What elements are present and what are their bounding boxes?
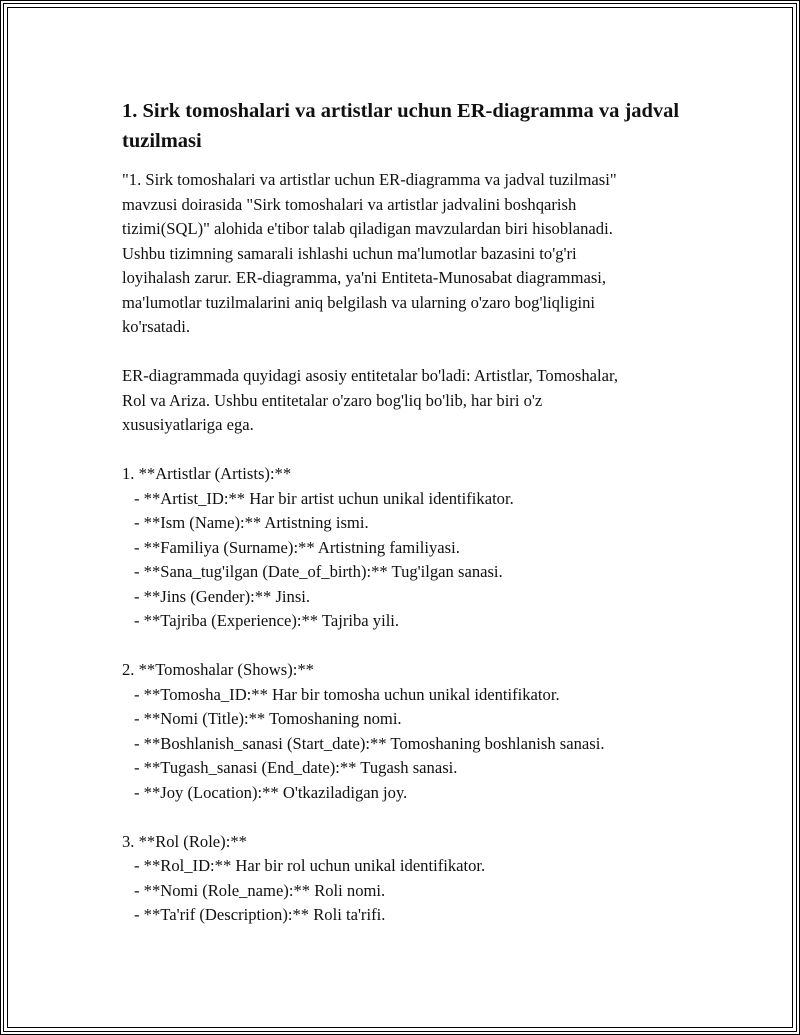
section-artists [122,462,702,634]
list-item: - **Nomi (Role_name):** Roli nomi. [134,880,386,900]
paragraph-spacer [122,805,702,830]
list-item: - **Rol_ID:** Har bir rol uchun unikal identifikator. [134,856,486,875]
text-line: "1. Sirk tomoshalari va artistlar uchun ER-diagramma va jadval tuzilmasi" [122,170,617,189]
list-item: - **Joy (Location):** O'tkaziladigan joy. [134,782,408,802]
document-body [122,96,702,928]
section-role [122,830,702,928]
text-line: ko'rsatadi. [122,317,190,336]
section-heading: 3. **Rol (Role):** [122,831,247,851]
list-item: - **Tajriba (Experience):** Tajriba yili. [134,611,400,630]
section-shows [122,658,702,805]
list-item: - **Ism (Name):** Artistning ismi. [134,513,369,532]
intro-paragraph [122,168,702,340]
section-heading: 2. **Tomoshalar (Shows):** [122,660,314,679]
list-item: - **Ta'rif (Description):** Roli ta'rifi. [134,905,386,924]
list-item: - **Sana_tug'ilgan (Date_of_birth):** Tug'ilgan sanasi. [134,562,503,581]
list-item: - **Tugash_sanasi (End_date):** Tugash sanasi. [134,758,458,777]
entities-intro-paragraph [122,364,702,438]
list-item: - **Tomosha_ID:** Har bir tomosha uchun unikal identifikator. [134,684,560,704]
text-line: ER-diagrammada quyidagi asosiy entitetalar bo'ladi: Artistlar, Tomoshalar, [122,366,619,385]
paragraph-spacer [122,634,702,659]
text-line: tizimi(SQL)" alohida e'tibor talab qiladigan mavzulardan biri hisoblanadi. [122,219,613,238]
list-item: - **Boshlanish_sanasi (Start_date):** Tomoshaning boshlanish sanasi. [134,733,605,753]
list-item: - **Nomi (Title):** Tomoshaning nomi. [134,709,402,728]
list-item: - **Familiya (Surname):** Artistning familiyasi. [134,537,460,557]
list-item: - **Jins (Gender):** Jinsi. [134,586,311,606]
section-heading: 1. **Artistlar (Artists):** [122,464,292,483]
page-title: 1. Sirk tomoshalari va artistlar uchun ER-diagramma va jadval tuzilmasi [122,100,680,152]
text-line: Ushbu tizimning samarali ishlashi uchun ma'lumotlar bazasini to'g'ri [122,243,577,263]
paragraph-spacer [122,438,702,463]
text-line: Rol va Ariza. Ushbu entitetalar o'zaro bog'liq bo'lib, har biri o'z [122,390,543,410]
list-item: - **Artist_ID:** Har bir artist uchun unikal identifikator. [134,488,514,508]
paragraph-spacer [122,340,702,365]
text-line: mavzusi doirasida "Sirk tomoshalari va artistlar jadvalini boshqarish [122,194,577,214]
text-line: ma'lumotlar tuzilmalarini aniq belgilash va ularning o'zaro bog'liqligini [122,292,596,312]
text-line: loyihalash zarur. ER-diagramma, ya'ni Entiteta-Munosabat diagrammasi, [122,268,607,287]
text-line: xususiyatlariga ega. [122,415,254,434]
